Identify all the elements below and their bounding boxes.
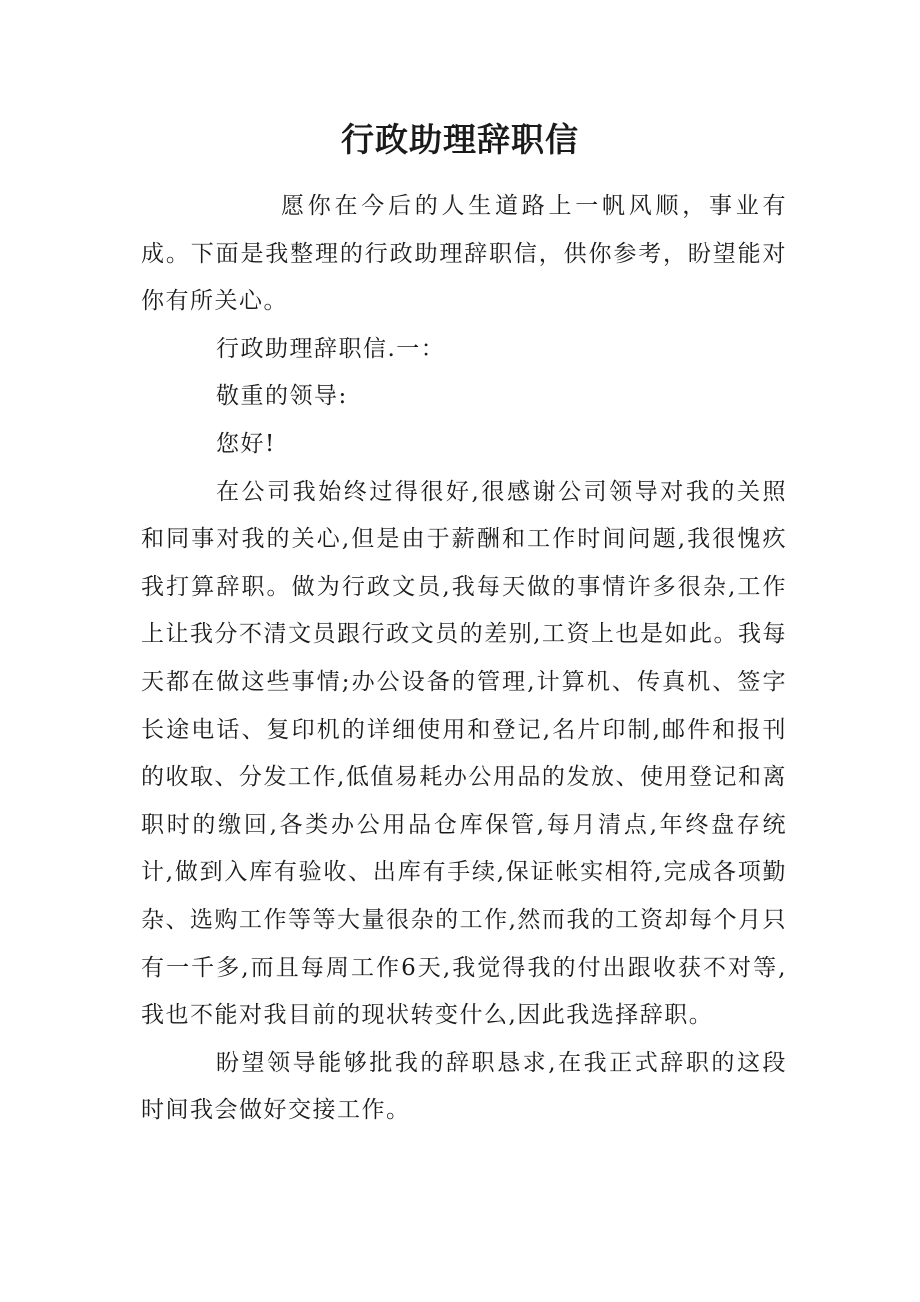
document-body [141, 183, 787, 1135]
letter-heading: 行政助理辞职信.一： [216, 335, 446, 362]
document-title: 行政助理辞职信 [341, 120, 579, 159]
letter-closing-paragraph: 盼望领导能够批我的辞职恳求,在我正式辞职的这段时间我会做好交接工作。 [141, 1049, 787, 1124]
letter-body-paragraph: 在公司我始终过得很好,很感谢公司领导对我的关照和同事对我的关心,但是由于薪酬和工作时间问题,我很愧疚我打算辞职。做为行政文员,我每天做的事情许多很杂,工作上让我分不清文员跟行政文员的差别,工资上也是如此。我每天都在做这些事情;办公设备的管理,计算机、传真机、签字长途电话、复印机的详细使用和登记,名片印制,邮件和报刊的收取、分发工作,低值易耗办公用品的发放、使用登记和离职时的缴回,各类办公用品仓库保管,每月清点,年终盘存统计,做到入库有验收、出库有手续,保证帐实相符,完成各项勤杂、选购工作等等大量很杂的工作,然而我的工资却每个月只有一千多,而且每周工作6天,我觉得我的付出跟收获不对等,我也不能对我目前的现状转变什么,因此我选择辞职。 [141, 478, 787, 1029]
letter-greeting: 您好! [216, 430, 276, 457]
intro-paragraph: 愿你在今后的人生道路上一帆风顺，事业有成。下面是我整理的行政助理辞职信，供你参考，盼望能对你有所关心。 [141, 193, 787, 315]
letter-salutation: 敬重的领导: [216, 383, 348, 410]
